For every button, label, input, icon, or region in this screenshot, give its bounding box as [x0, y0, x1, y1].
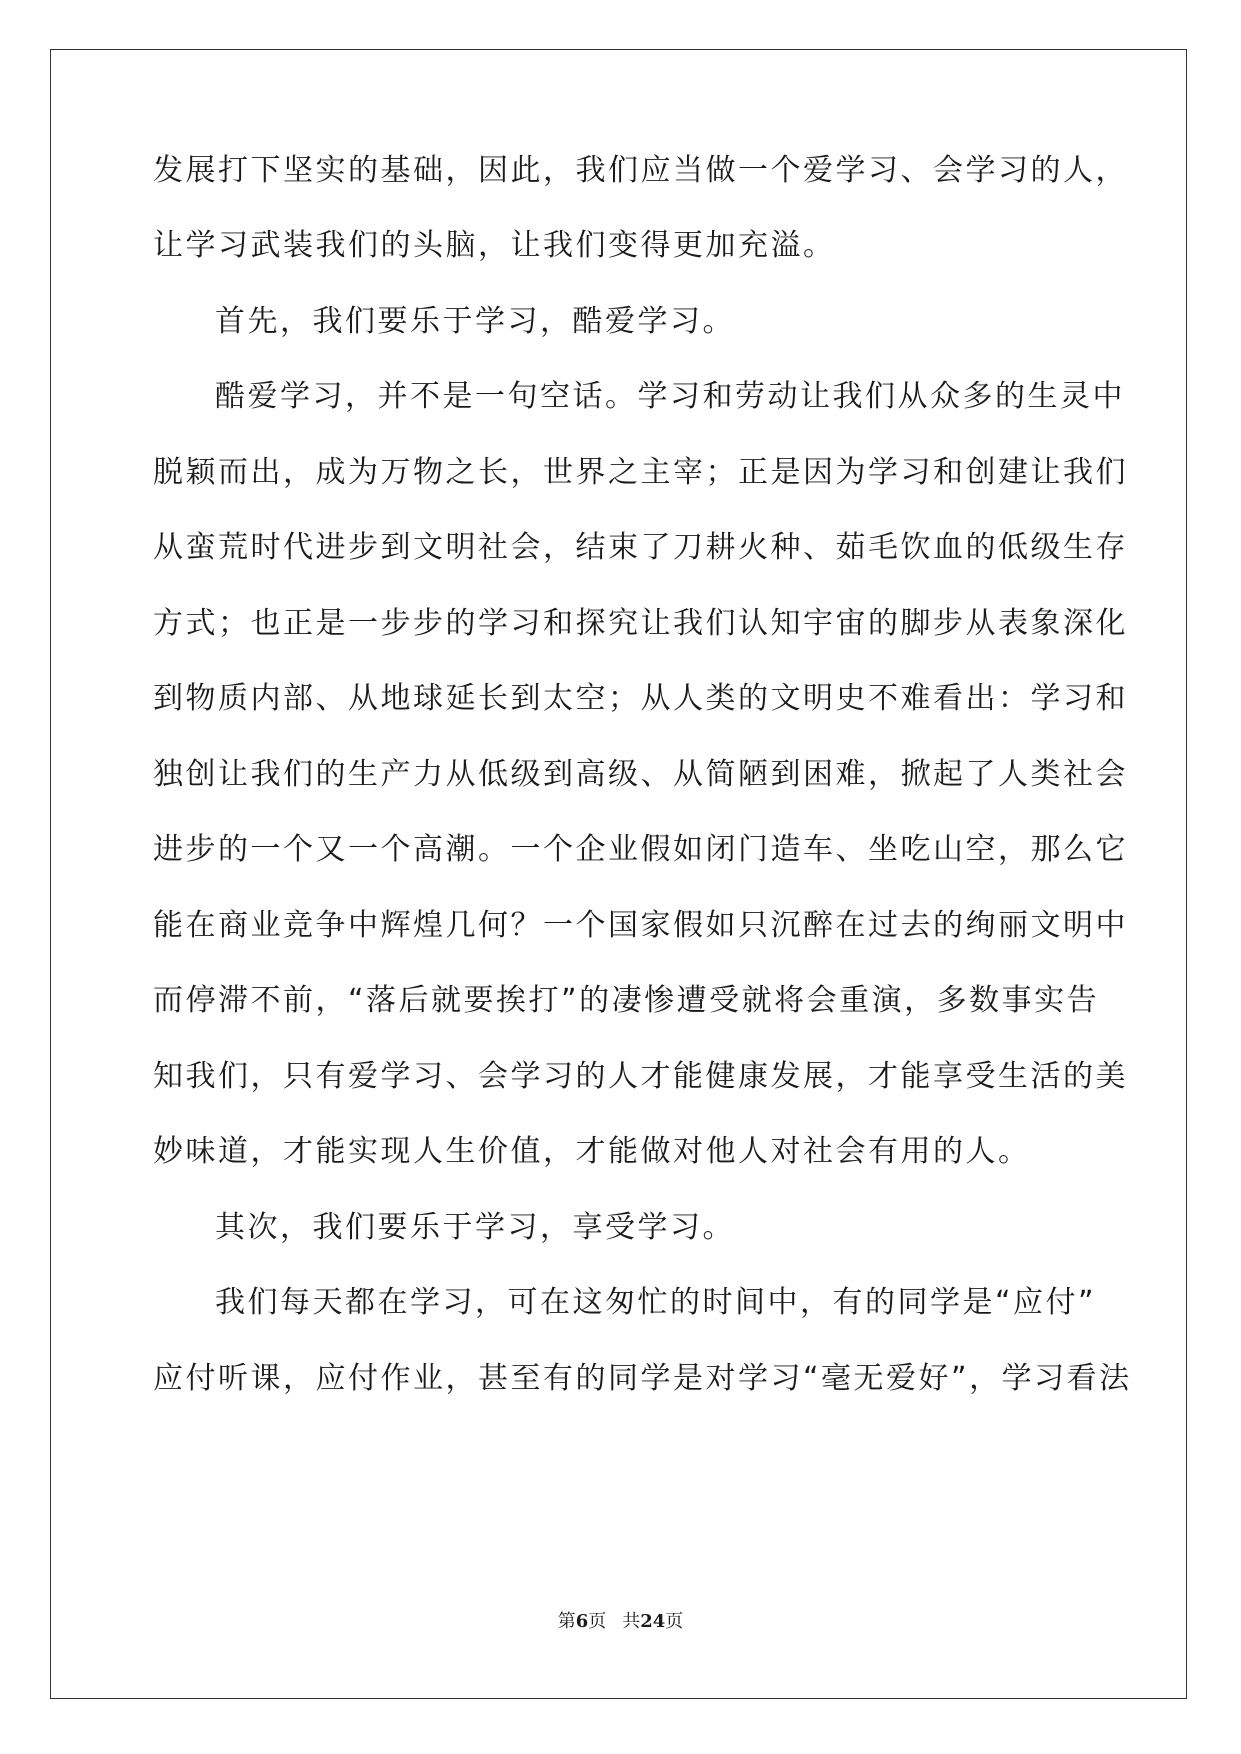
text-line: 脱颖而出，成为万物之长，世界之主宰；正是因为学习和创建让我们 — [153, 455, 1128, 490]
text-line: 发展打下坚实的基础，因此，我们应当做一个爱学习、会学习的人， — [153, 153, 1128, 188]
paragraph-heading: 其次，我们要乐于学习，享受学习。 — [215, 1210, 735, 1245]
total-suffix: 页 — [665, 1611, 684, 1632]
total-prefix: 共 — [622, 1611, 641, 1632]
paragraph-heading: 首先，我们要乐于学习，酷爱学习。 — [215, 304, 735, 339]
text-line: 我们每天都在学习，可在这匆忙的时间中，有的同学是“应付” — [215, 1285, 1097, 1320]
text-line: 独创让我们的生产力从低级到高级、从简陋到困难，掀起了人类社会 — [153, 757, 1128, 792]
total-pages: 24 — [640, 1611, 666, 1632]
page-footer — [0, 1610, 1241, 1634]
text-line: 能在商业竞争中辉煌几何？一个国家假如只沉醉在过去的绚丽文明中 — [153, 908, 1128, 943]
page-border — [50, 49, 1187, 1699]
text-line: 应付听课，应付作业，甚至有的同学是对学习“毫无爱好”，学习看法 — [153, 1361, 1132, 1396]
text-line: 到物质内部、从地球延长到太空；从人类的文明史不难看出：学习和 — [153, 681, 1128, 716]
text-line: 从蛮荒时代进步到文明社会，结束了刀耕火种、茹毛饮血的低级生存 — [153, 530, 1128, 565]
text-line: 进步的一个又一个高潮。一个企业假如闭门造车、坐吃山空，那么它 — [153, 832, 1128, 867]
text-line: 让学习武装我们的头脑，让我们变得更加充溢。 — [153, 228, 836, 263]
text-line: 知我们，只有爱学习、会学习的人才能健康发展，才能享受生活的美 — [153, 1059, 1128, 1094]
text-line: 酷爱学习，并不是一句空话。学习和劳动让我们从众多的生灵中 — [215, 379, 1125, 414]
text-line: 妙味道，才能实现人生价值，才能做对他人对社会有用的人。 — [153, 1134, 1031, 1169]
text-line: 方式；也正是一步步的学习和探究让我们认知宇宙的脚步从表象深化 — [153, 606, 1128, 641]
page-prefix: 第 — [557, 1611, 576, 1632]
text-line: 而停滞不前，“落后就要挨打”的凄惨遭受就将会重演，多数事实告 — [153, 983, 1100, 1018]
page-number: 6 — [575, 1611, 589, 1632]
page-suffix: 页 — [588, 1611, 607, 1632]
